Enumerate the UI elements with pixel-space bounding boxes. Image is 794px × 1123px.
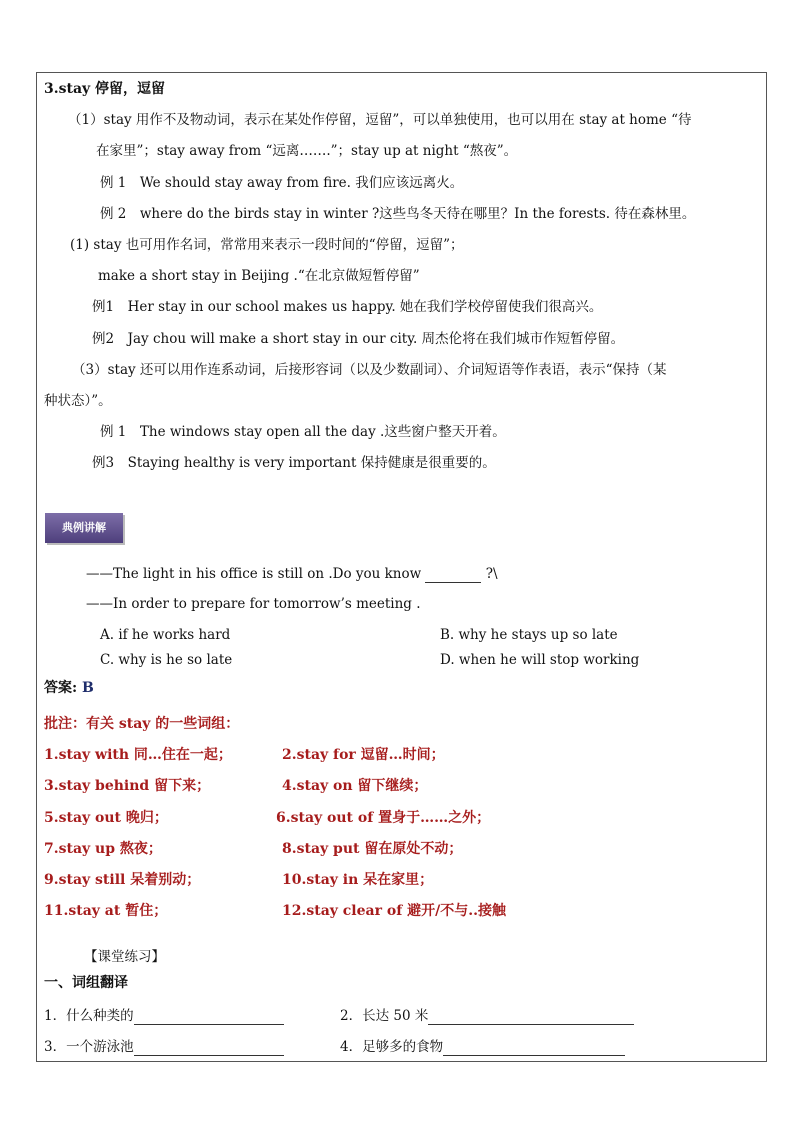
question-line1 bbox=[86, 564, 498, 583]
phrase-1: 1.stay with 同…住在一起； bbox=[44, 747, 232, 763]
practice-item-2 bbox=[340, 1006, 634, 1025]
practice-item-2-text: 2．长达 50 米 bbox=[340, 1008, 429, 1024]
practice-header: 【课堂练习】 bbox=[84, 949, 165, 965]
phrase-11: 11.stay at 暂住； bbox=[44, 903, 168, 919]
phrase-3: 3.stay behind 留下来； bbox=[44, 778, 211, 794]
practice-item-3 bbox=[44, 1037, 284, 1056]
p3-line1: （3）stay 还可以用作连系动词，后接形容词（以及少数副词）、介词短语等作表语，表示“保持（某 bbox=[72, 362, 667, 378]
practice-section-1: 一、词组翻译 bbox=[44, 975, 128, 991]
p3-example-1: 例 1 The windows stay open all the day .这些窗户整天开着。 bbox=[100, 424, 506, 440]
question-line2: ——In order to prepare for tomorrow’s meeting . bbox=[86, 596, 421, 612]
practice-item-4-text: 4．足够多的食物 bbox=[340, 1039, 444, 1055]
phrase-8: 8.stay put 留在原处不动； bbox=[282, 841, 463, 857]
phrase-9: 9.stay still 呆着别动； bbox=[44, 872, 201, 888]
p2-line1: (1) stay 也可用作名词，常常用来表示一段时间的“停留，逗留”； bbox=[70, 237, 464, 253]
practice-item-1 bbox=[44, 1006, 284, 1025]
option-b: B. why he stays up so late bbox=[440, 627, 618, 643]
answer-line bbox=[44, 679, 94, 697]
p2-example-1: 例1 Her stay in our school makes us happy. 她在我们学校停留使我们很高兴。 bbox=[92, 299, 603, 315]
practice-item-1-text: 1．什么种类的 bbox=[44, 1008, 134, 1024]
answer-blank bbox=[425, 564, 481, 583]
example-badge: 典例讲解 bbox=[45, 513, 123, 543]
phrase-10: 10.stay in 呆在家里； bbox=[282, 872, 434, 888]
phrase-7: 7.stay up 熬夜； bbox=[44, 841, 162, 857]
p1-line1: （1）stay 用作不及物动词，表示在某处作停留，逗留”，可以单独使用，也可以用在 stay at home “待 bbox=[68, 112, 692, 128]
option-c: C. why is he so late bbox=[100, 652, 233, 668]
p1-example-1: 例 1 We should stay away from fire. 我们应该远离火。 bbox=[100, 175, 464, 191]
answer-label: 答案: bbox=[44, 680, 78, 696]
notes-title: 批注：有关 stay 的一些词组： bbox=[44, 716, 240, 732]
phrase-6: 6.stay out of 置身于……之外； bbox=[276, 810, 491, 826]
practice-item-1-blank[interactable] bbox=[134, 1006, 284, 1025]
practice-item-4-blank[interactable] bbox=[443, 1037, 625, 1056]
p3-line2: 种状态）”。 bbox=[44, 393, 112, 409]
section-title: 3.stay 停留，逗留 bbox=[44, 81, 166, 97]
phrase-5: 5.stay out 晚归； bbox=[44, 810, 168, 826]
p2-line2: make a short stay in Beijing .“在北京做短暂停留” bbox=[98, 268, 420, 284]
p1-example-2: 例 2 where do the birds stay in winter ?这些鸟冬天待在哪里？In the forests. 待在森林里。 bbox=[100, 206, 696, 222]
phrase-2: 2.stay for 逗留…时间； bbox=[282, 747, 445, 763]
question-line1-suffix: ?\ bbox=[485, 566, 498, 582]
option-d: D. when he will stop working bbox=[440, 652, 640, 668]
option-a: A. if he works hard bbox=[100, 627, 231, 643]
practice-item-2-blank[interactable] bbox=[428, 1006, 634, 1025]
answer-value: B bbox=[82, 680, 94, 696]
practice-item-3-text: 3．一个游泳池 bbox=[44, 1039, 134, 1055]
p1-line2: 在家里”；stay away from “远离…….”；stay up at night “熬夜”。 bbox=[96, 143, 518, 159]
practice-item-4 bbox=[340, 1037, 625, 1056]
phrase-4: 4.stay on 留下继续； bbox=[282, 778, 428, 794]
phrase-12: 12.stay clear of 避开/不与..接触 bbox=[282, 903, 506, 919]
p3-example-2: 例3 Staying healthy is very important 保持健康是很重要的。 bbox=[92, 455, 496, 471]
p2-example-2: 例2 Jay chou will make a short stay in our city. 周杰伦将在我们城市作短暂停留。 bbox=[92, 331, 625, 347]
practice-item-3-blank[interactable] bbox=[134, 1037, 284, 1056]
question-line1-text: ——The light in his office is still on .Do you know bbox=[86, 566, 422, 582]
